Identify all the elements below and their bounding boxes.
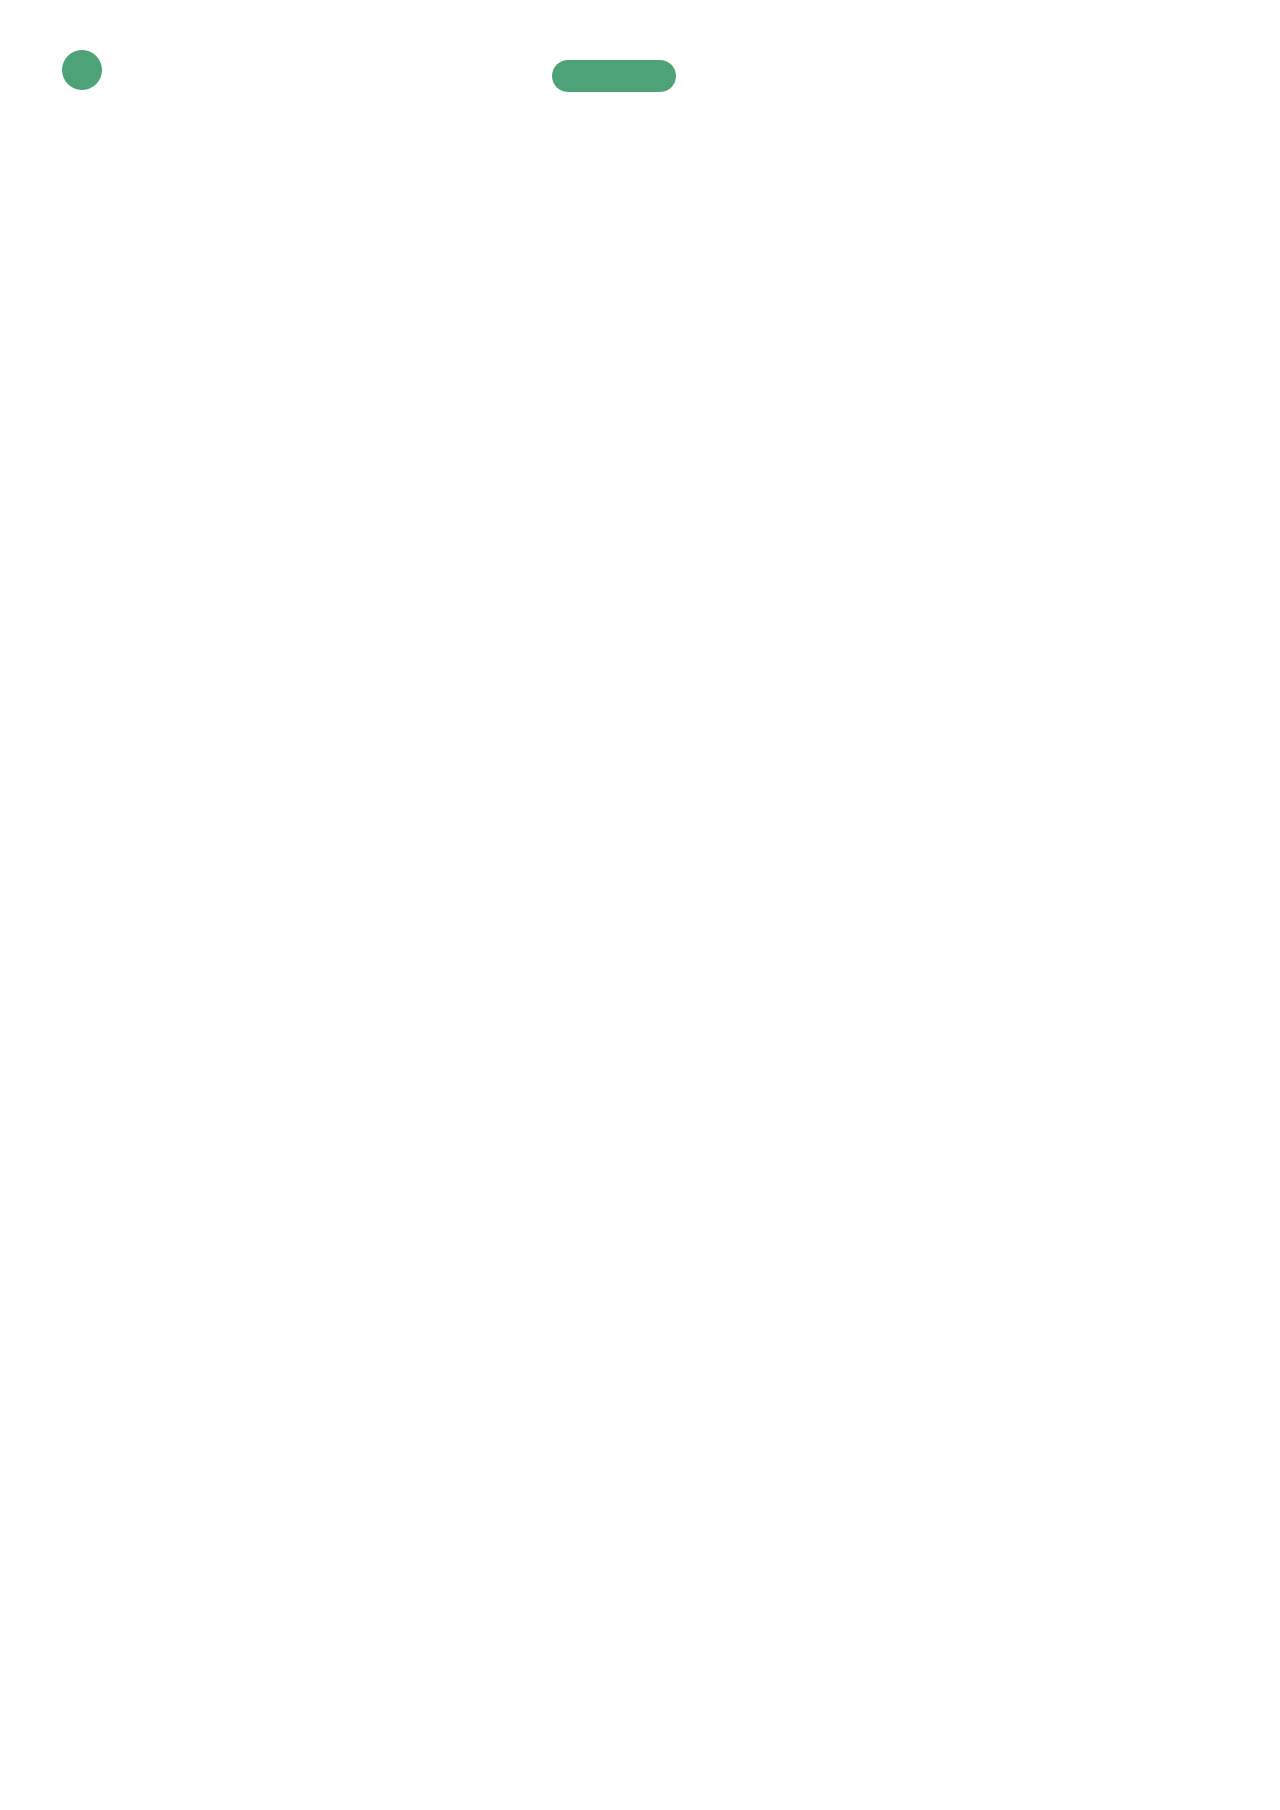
material-pill [552,60,676,92]
header-circle-decoration [62,50,102,90]
